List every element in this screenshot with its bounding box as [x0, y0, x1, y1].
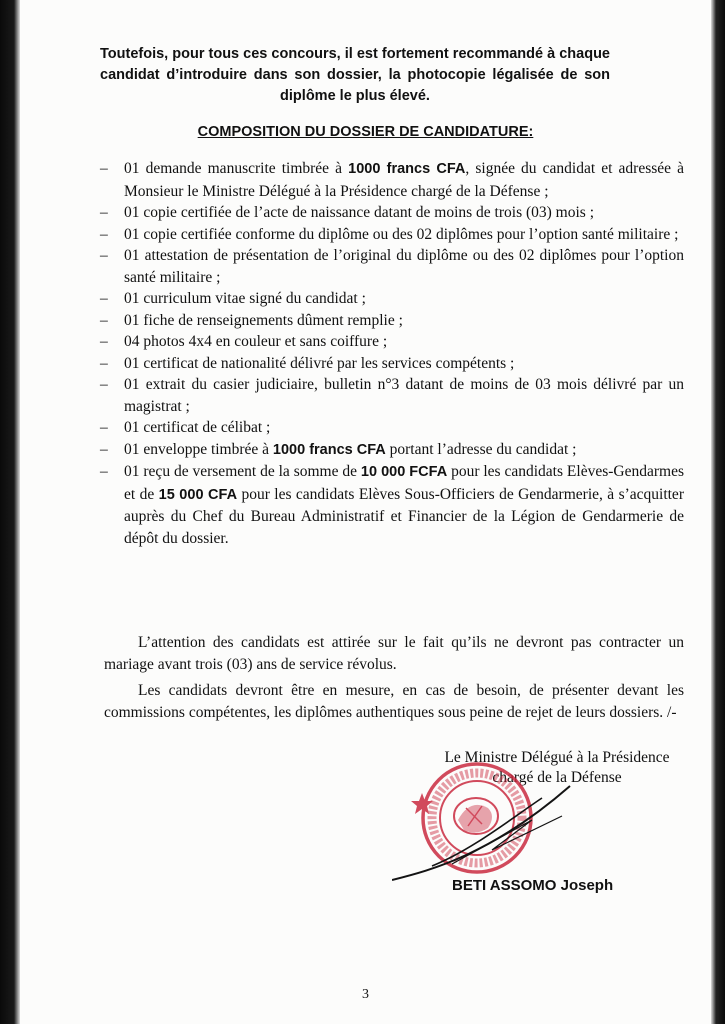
list-item: – 01 attestation de présentation de l’original du diplôme ou des 02 diplômes pour l’option santé militaire ;	[100, 247, 684, 286]
list-dash: –	[100, 419, 108, 436]
list-item: – 01 fiche de renseignements dûment remplie ;	[100, 310, 684, 332]
list-item: – 01 certificat de nationalité délivré par les services compétents ;	[100, 353, 684, 375]
list-dash: –	[100, 311, 108, 329]
document-page	[20, 0, 711, 1024]
list-item: – 01 reçu de versement de la somme de 10 000 FCFA pour les candidats Elèves-Gendarmes et de 15 000 CFA pour les candidats Elèves Sous-Officiers de Gendarmerie, à s’acquitter auprès du Chef du Bureau Administratif et Financier de la Légion de Gendarmerie de dépôt du dossier.	[100, 463, 684, 547]
list-item: – 01 enveloppe timbrée à 1000 francs CFA portant l’adresse du candidat ;	[100, 439, 684, 462]
list-dash: –	[100, 225, 108, 243]
page-number: 3	[362, 987, 369, 1002]
list-dash: –	[100, 247, 108, 264]
list-dash: –	[100, 204, 108, 221]
diplomas-paragraph: Les candidats devront être en mesure, en cas de besoin, de présenter devant les commissions compétentes, les diplômes authentiques sous peine de rejet de leurs dossiers. /-	[104, 682, 684, 721]
scan-frame-right	[711, 0, 725, 1024]
signatory-name: BETI ASSOMO Joseph	[452, 877, 614, 894]
list-item: – 01 curriculum vitae signé du candidat ;	[100, 288, 684, 310]
list-dash: –	[100, 290, 108, 307]
list-item: – 01 copie certifiée conforme du diplôme ou des 02 diplômes pour l’option santé militaire ;	[100, 224, 684, 246]
list-item: – 01 certificat de célibat ;	[100, 417, 684, 439]
section-heading: COMPOSITION DU DOSSIER DE CANDIDATURE:	[197, 124, 534, 140]
list-dash: –	[100, 463, 108, 480]
list-item: – 01 demande manuscrite timbrée à 1000 francs CFA, signée du candidat et adressée à Monsieur le Ministre Délégué à la Présidence chargé de la Défense ;	[100, 160, 684, 200]
scan-frame-left	[0, 0, 20, 1024]
list-dash: –	[100, 376, 108, 393]
signatory-title: Le Ministre Délégué à la Présidence chargé de la Défense	[444, 749, 670, 786]
official-stamp	[392, 758, 572, 883]
list-dash: –	[100, 333, 108, 350]
list-item: – 01 copie certifiée de l’acte de naissance datant de moins de trois (03) mois ;	[100, 202, 684, 224]
dossier-item-list	[100, 158, 684, 549]
list-dash: –	[100, 354, 108, 372]
intro-paragraph: Toutefois, pour tous ces concours, il est fortement recommandé à chaque candidat d’introduire dans son dossier, la photocopie légalisée de son diplôme le plus élevé.	[100, 46, 610, 104]
list-dash: –	[100, 440, 108, 458]
list-item: – 04 photos 4x4 en couleur et sans coiffure ;	[100, 331, 684, 353]
attention-paragraph: L’attention des candidats est attirée sur le fait qu’ils ne devront pas contracter un mariage avant trois (03) ans de service révolus.	[104, 634, 684, 673]
list-dash: –	[100, 160, 108, 177]
list-item: – 01 extrait du casier judiciaire, bulletin n°3 datant de moins de 03 mois délivré par un magistrat ;	[100, 376, 684, 415]
